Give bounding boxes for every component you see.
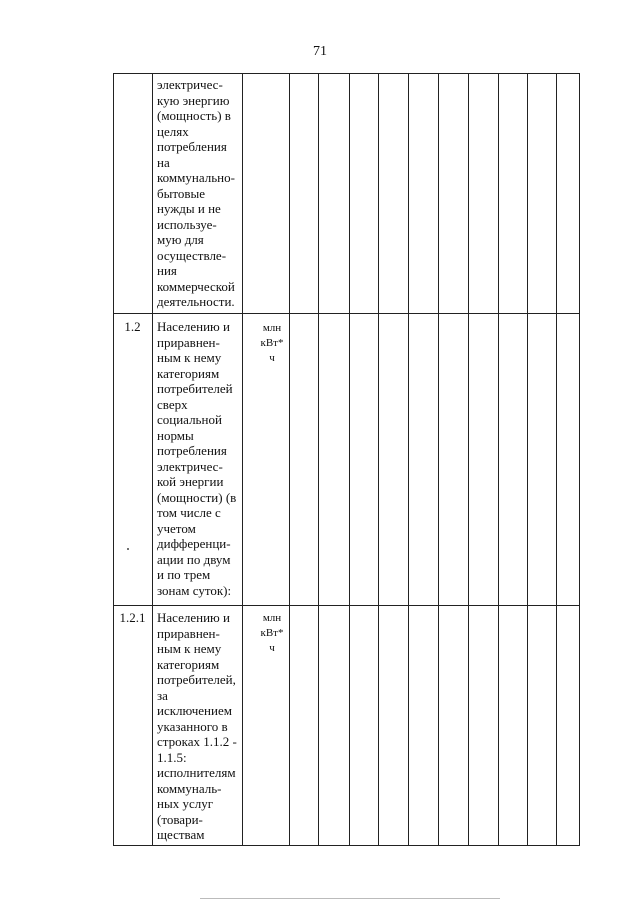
column-border	[498, 73, 499, 846]
description-line: Населению и	[157, 319, 230, 334]
column-border	[556, 73, 557, 846]
description-line: ния	[157, 263, 177, 278]
row-unit	[249, 321, 295, 366]
description-line: социальной	[157, 412, 222, 427]
description-line: дифференци-	[157, 536, 231, 551]
description-line: ных услуг	[157, 796, 214, 811]
table-top-border	[113, 73, 580, 74]
description-line: ным к нему	[157, 350, 222, 365]
row-number: 1.2	[124, 319, 141, 334]
description-line: нужды и не	[157, 201, 221, 216]
description-line: ществам	[157, 827, 205, 842]
description-line: том числе с	[157, 505, 221, 520]
column-border	[289, 73, 290, 846]
description-line: электричес-	[157, 77, 223, 92]
column-border	[242, 73, 243, 846]
description-line: потребителей	[157, 381, 233, 396]
description-line: коммуналь-	[157, 780, 222, 796]
column-border	[113, 73, 114, 846]
description-line: категориям	[157, 365, 220, 381]
description-line: Населению и	[157, 610, 230, 625]
row-unit	[249, 611, 295, 656]
column-border	[152, 73, 153, 846]
description-line: 1.1.5:	[157, 749, 187, 765]
row-description	[157, 77, 239, 310]
description-line: бытовые	[157, 185, 206, 201]
description-line: целях	[157, 123, 189, 139]
description-line: и по трем	[157, 567, 211, 582]
description-line: ации по двум	[157, 551, 231, 567]
description-line: кую энергию	[157, 92, 230, 108]
row-divider	[113, 313, 580, 314]
row-description	[157, 610, 239, 843]
row-description	[157, 319, 239, 598]
description-line: сверх	[157, 396, 188, 412]
description-line: мую для	[157, 232, 204, 247]
unit-line: кВт*	[260, 337, 284, 349]
description-line: электричес-	[157, 458, 223, 474]
description-line: коммерческой	[157, 278, 235, 294]
description-line: коммунально-	[157, 170, 235, 185]
description-line: потребления	[157, 139, 227, 154]
description-line: (товари-	[157, 811, 203, 827]
column-border	[318, 73, 319, 846]
unit-line: ч	[269, 642, 275, 654]
column-border	[378, 73, 379, 846]
description-line: потребления	[157, 443, 227, 458]
description-line: зонам суток):	[157, 582, 232, 598]
unit-line: ч	[269, 352, 275, 364]
description-line: потребителей,	[157, 672, 236, 687]
unit-line: млн	[262, 612, 282, 624]
description-line: приравнен-	[157, 625, 220, 641]
description-line: категориям	[157, 656, 220, 672]
description-line: нормы	[157, 427, 194, 443]
description-line: учетом	[157, 520, 196, 536]
description-line: указанного в	[157, 718, 228, 734]
row-divider	[113, 605, 580, 606]
table-bottom-border	[113, 845, 580, 846]
row-number: 1.2.1	[119, 610, 146, 625]
column-border	[579, 73, 580, 846]
description-line: исключением	[157, 703, 232, 718]
unit-line: кВт*	[260, 627, 284, 639]
description-line: осуществле-	[157, 247, 227, 263]
description-line: (мощность) в	[157, 108, 231, 123]
page-number: 71	[313, 44, 327, 59]
description-line: ным к нему	[157, 641, 222, 656]
column-border	[408, 73, 409, 846]
scan-speck	[127, 548, 129, 550]
description-line: деятельности.	[157, 294, 235, 309]
description-line: строках 1.1.2 -	[157, 734, 237, 749]
description-line: (мощности) (в	[157, 489, 237, 505]
description-line: за	[157, 687, 168, 703]
column-border	[468, 73, 469, 846]
description-line: кой энергии	[157, 474, 224, 489]
description-line: исполнителям	[157, 765, 236, 780]
data-table	[113, 73, 580, 846]
column-border	[527, 73, 528, 846]
description-line: на	[157, 154, 170, 170]
description-line: используе-	[157, 216, 217, 232]
description-line: приравнен-	[157, 334, 220, 350]
column-border	[349, 73, 350, 846]
unit-line: млн	[262, 322, 282, 334]
column-border	[438, 73, 439, 846]
scan-edge-line	[200, 898, 500, 899]
